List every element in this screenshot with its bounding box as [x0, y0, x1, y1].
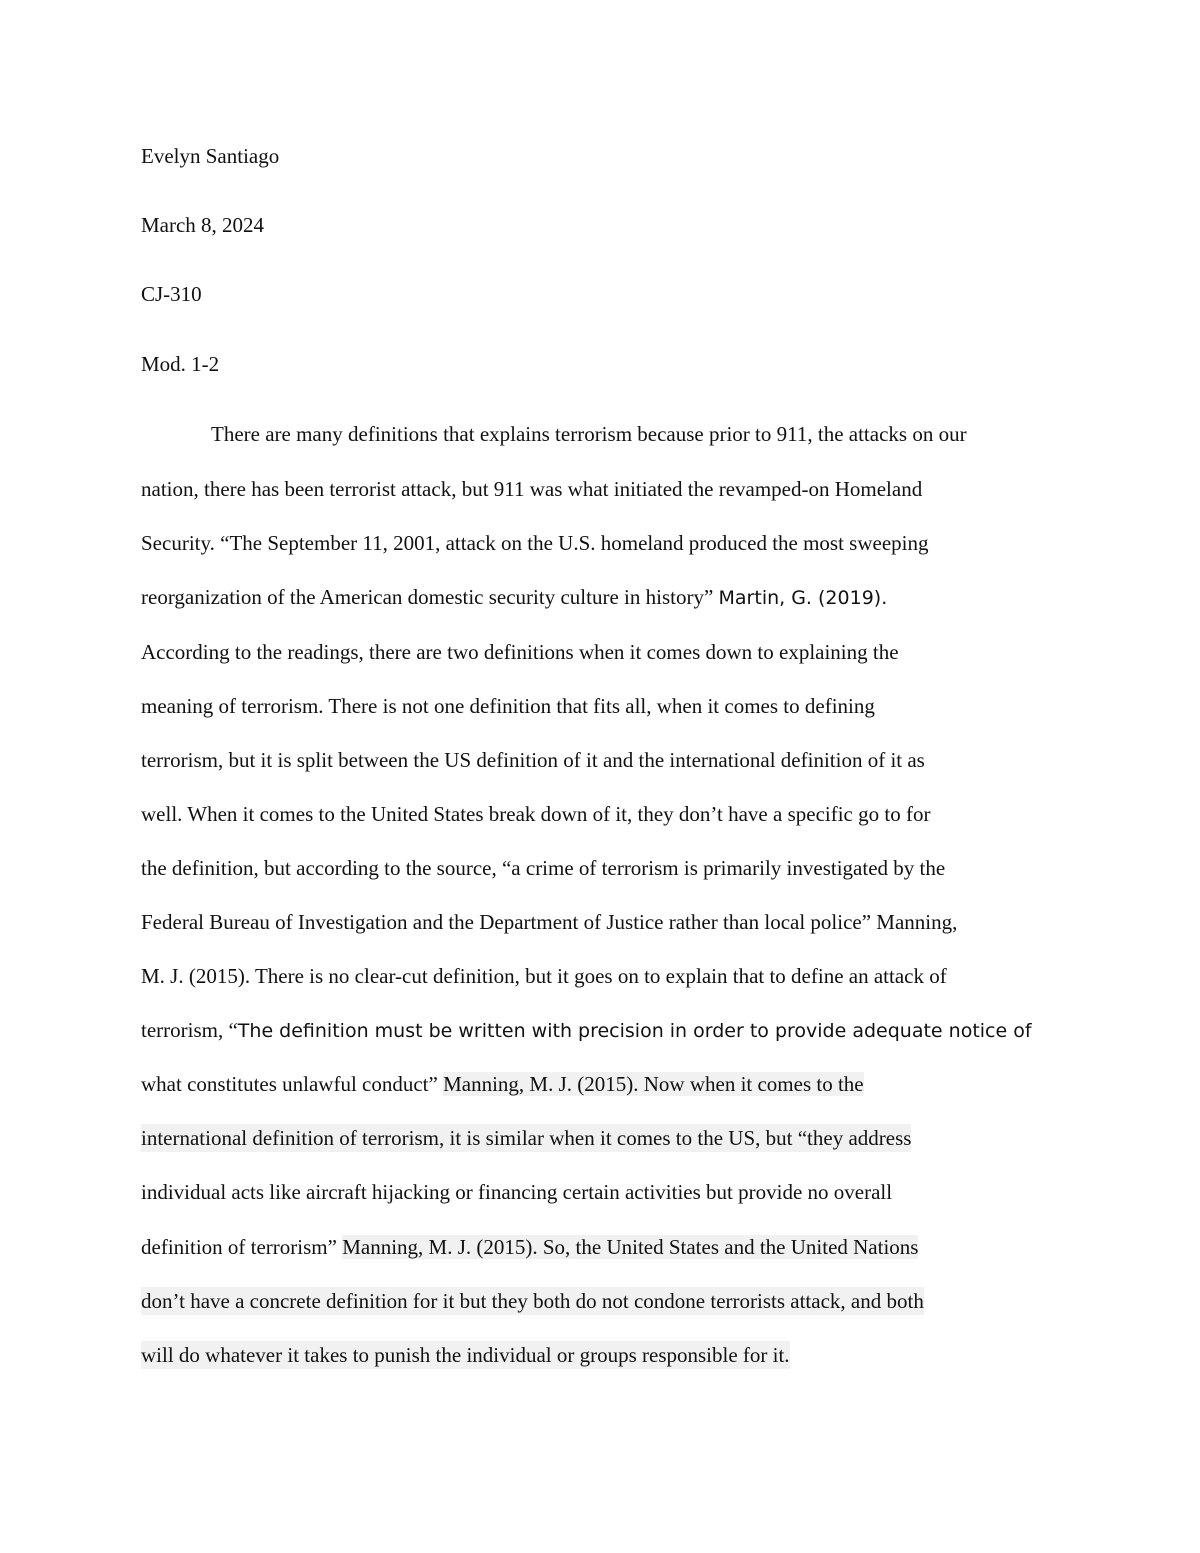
- author-name: Evelyn Santiago: [141, 144, 280, 168]
- course-line: CJ-310: [141, 282, 202, 306]
- date-line: March 8, 2024: [141, 213, 265, 237]
- paragraph-line: the definition, but according to the source, “a crime of terrorism is primarily investigated by the: [141, 856, 946, 880]
- citation-text: Martin, G. (2019).: [718, 587, 888, 609]
- line-text: definition of terrorism”: [141, 1235, 343, 1259]
- line-text: what constitutes unlawful conduct”: [141, 1072, 444, 1096]
- paragraph-line: terrorism, but it is split between the US definition of it and the international definition of it as: [141, 748, 925, 772]
- paragraph-line: individual acts like aircraft hijacking or financing certain activities but provide no overall: [141, 1180, 893, 1204]
- paragraph-line: Federal Bureau of Investigation and the Department of Justice rather than local police” Manning,: [141, 910, 958, 934]
- paragraph-line: [141, 1016, 1032, 1045]
- paragraph-line: [141, 1070, 864, 1098]
- line-text: terrorism, “: [141, 1018, 238, 1042]
- highlighted-paragraph-line: international definition of terrorism, it is similar when it comes to the US, but “they address: [141, 1126, 912, 1150]
- paragraph-line: According to the readings, there are two definitions when it comes down to explaining the: [141, 640, 899, 664]
- highlighted-paragraph-line: don’t have a concrete definition for it but they both do not condone terrorists attack, and both: [141, 1289, 924, 1313]
- module-line: Mod. 1-2: [141, 352, 220, 376]
- line-text: reorganization of the American domestic security culture in history”: [141, 585, 719, 609]
- paragraph-line: Security. “The September 11, 2001, attack on the U.S. homeland produced the most sweeping: [141, 531, 929, 555]
- paragraph-line: M. J. (2015). There is no clear-cut definition, but it goes on to explain that to define an attack of: [141, 964, 947, 988]
- highlighted-paragraph-line: will do whatever it takes to punish the individual or groups responsible for it.: [141, 1343, 790, 1367]
- quote-text: The definition must be written with precision in order to provide adequate notice of: [237, 1020, 1032, 1042]
- paragraph-line: meaning of terrorism. There is not one definition that fits all, when it comes to defining: [141, 694, 875, 718]
- highlighted-text: Manning, M. J. (2015). So, the United States and the United Nations: [342, 1235, 919, 1259]
- paragraph-line: [141, 583, 887, 612]
- paragraph-line: well. When it comes to the United States break down of it, they don’t have a specific go to for: [141, 802, 931, 826]
- paragraph-line: nation, there has been terrorist attack, but 911 was what initiated the revamped-on Homeland: [141, 477, 923, 501]
- highlighted-text: Manning, M. J. (2015). Now when it comes to the: [443, 1072, 864, 1096]
- paragraph-line: There are many definitions that explains terrorism because prior to 911, the attacks on our: [211, 422, 967, 446]
- paragraph-line: [141, 1233, 918, 1261]
